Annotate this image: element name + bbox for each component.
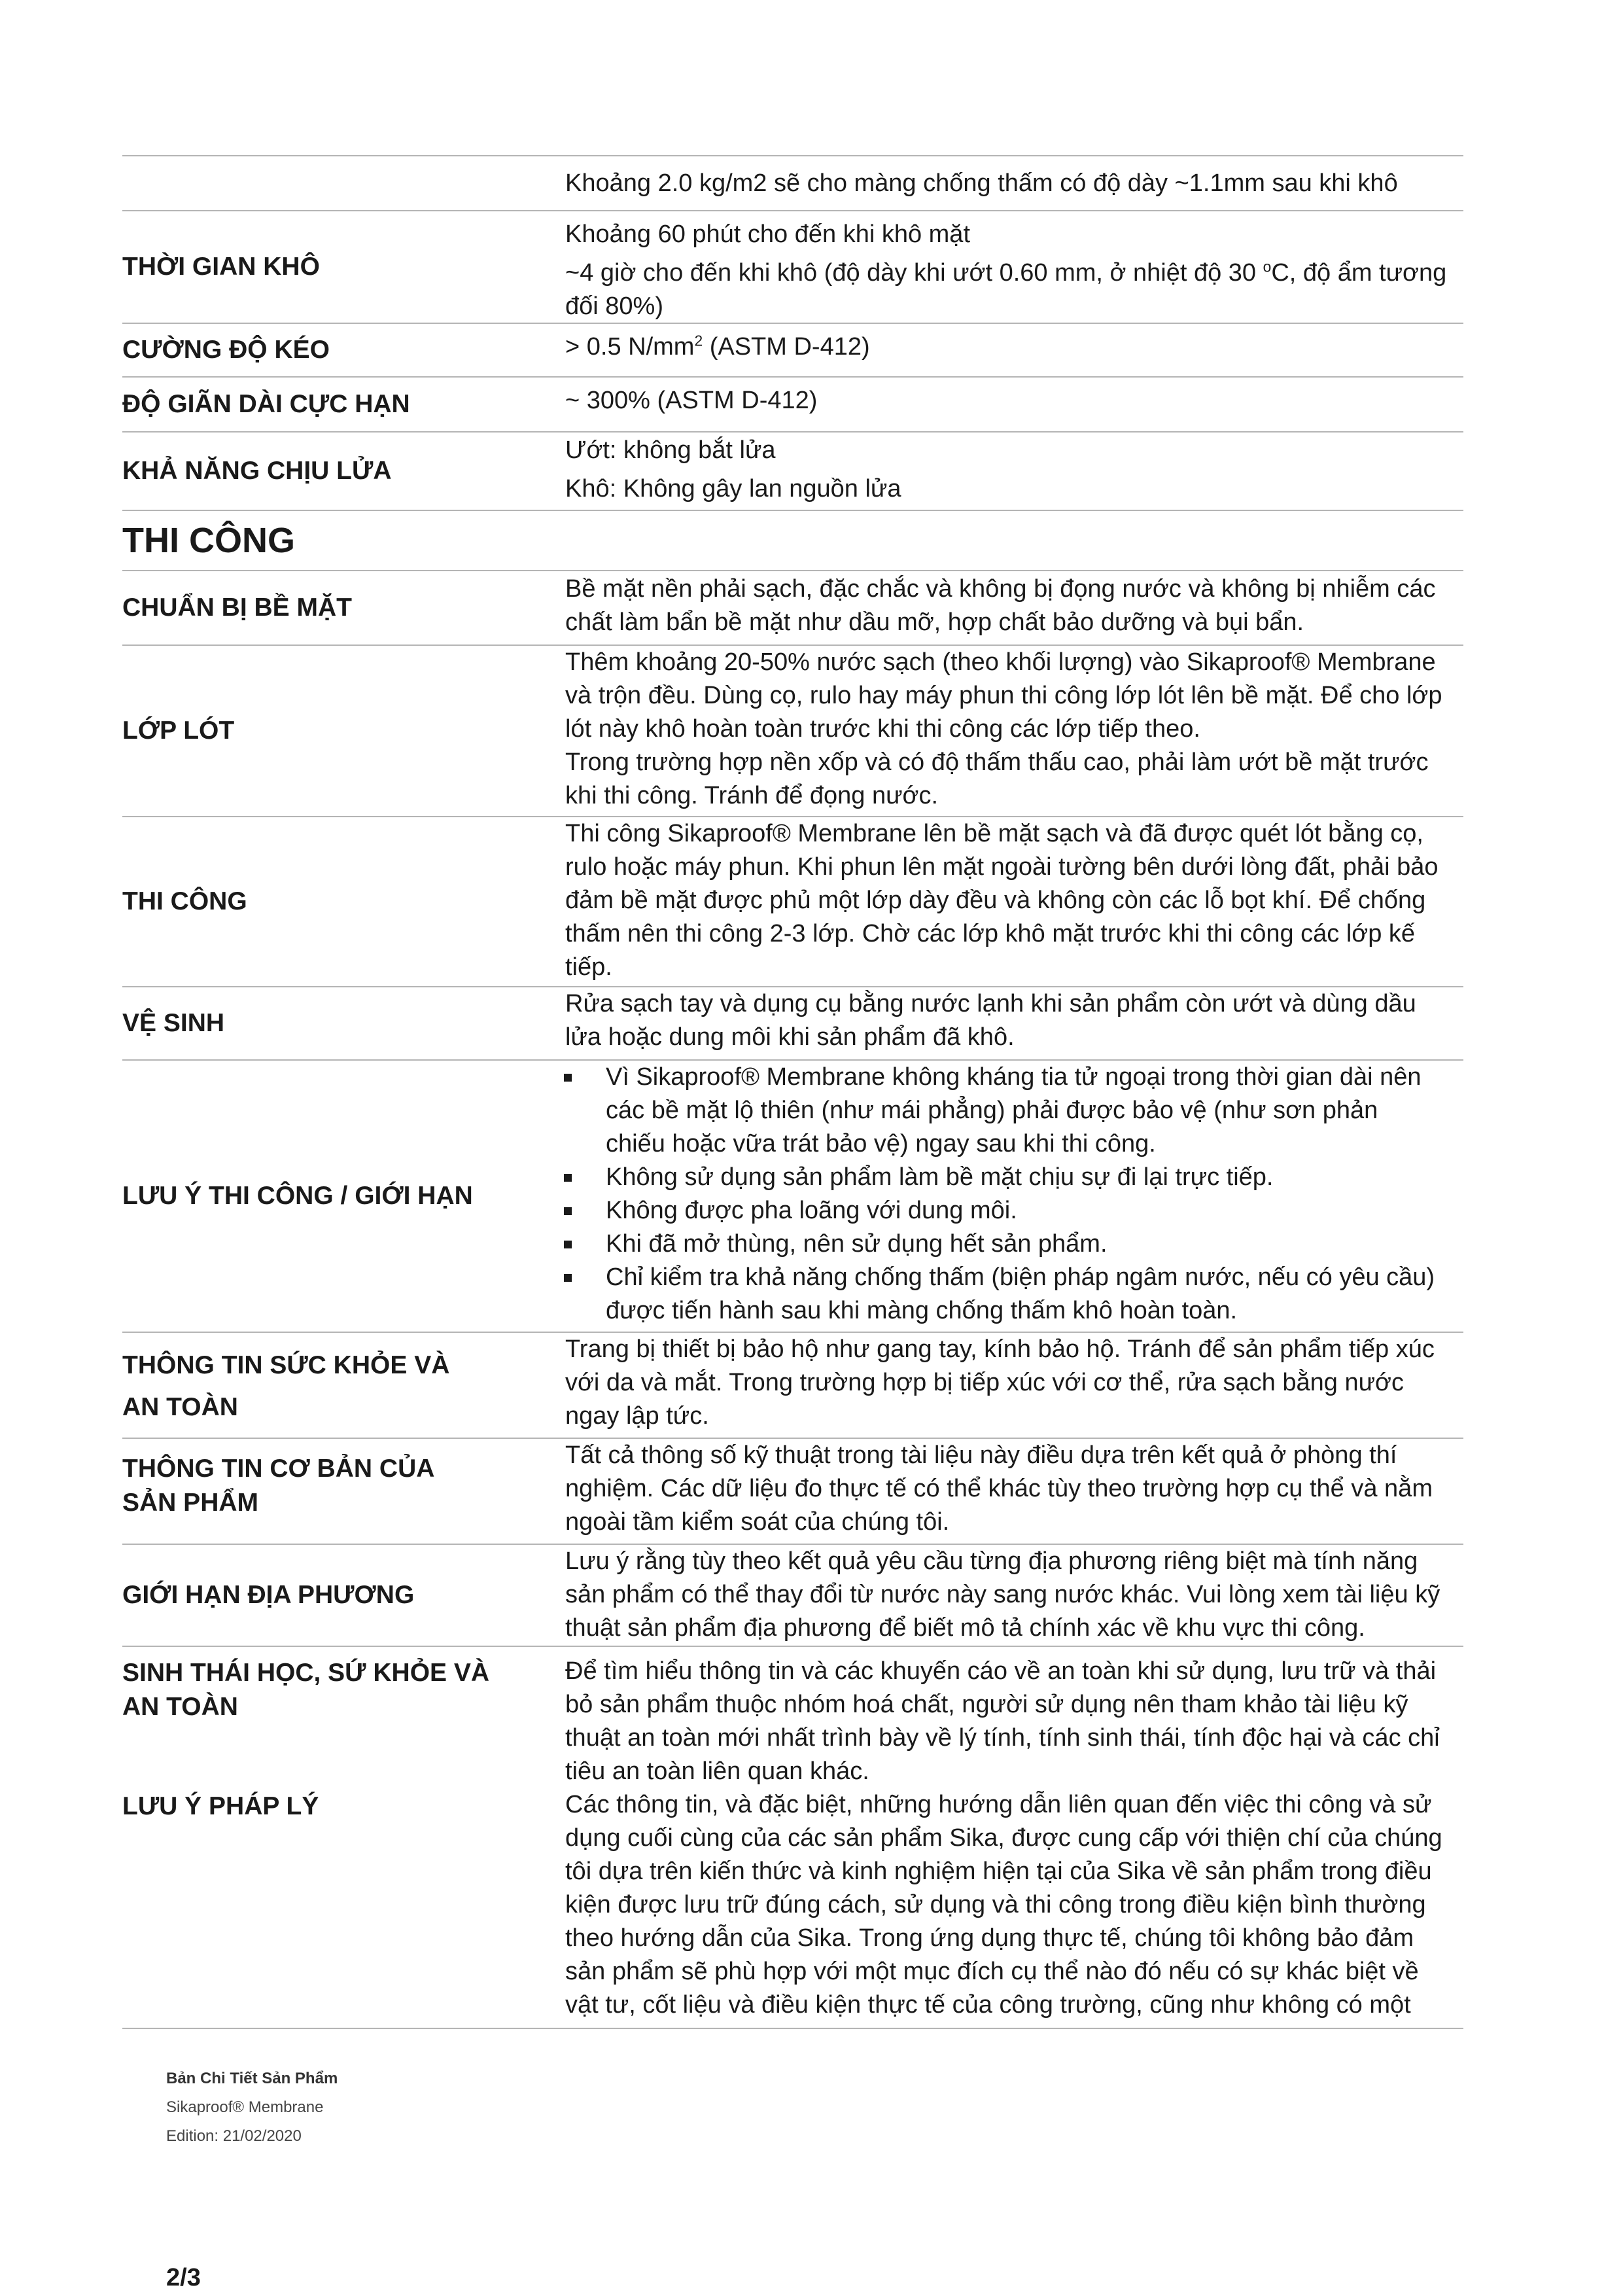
list-item: Khi đã mở thùng, nên sử dụng hết sản phẩm.	[559, 1227, 1442, 1261]
primer-value: Thêm khoảng 20-50% nước sạch (theo khối lượng) vào Sikaproof® Membrane và trộn đều. Dùng cọ, rulo hay máy phun thi công lớp lót lên bề mặt. Để cho lớp lót này khô hoàn toàn trước khi thi công các lớp tiếp theo. Trong trường hợp nền xốp và có độ thấm thấu cao, phải làm ướt bề mặt trước khi thi công. Tránh để đọng nước.	[565, 648, 1442, 809]
row-application	[122, 816, 1463, 986]
tensile-strength-label: CƯỜNG ĐỘ KÉO	[122, 336, 330, 364]
footer	[166, 2064, 338, 2151]
application-notes-value	[559, 1061, 1442, 1328]
list-item: Chỉ kiểm tra khả năng chống thấm (biện pháp ngâm nước, nếu có yêu cầu) được tiến hành sau khi màng chống thấm khô hoàn toàn.	[559, 1261, 1442, 1328]
local-restrictions-value: Lưu ý rằng tùy theo kết quả yêu cầu từng địa phương riêng biệt mà tính năng sản phẩm có thể thay đổi từ nước này sang nước khác. Vui lòng xem tài liệu kỹ thuật sản phẩm địa phương để biết mô tả chính xác về khu vực thi công.	[565, 1547, 1440, 1642]
row-surface-preparation	[122, 570, 1463, 645]
drying-time-value	[565, 218, 1448, 323]
basic-info-value: Tất cả thông số kỹ thuật trong tài liệu này điều dựa trên kết quả ở phòng thí nghiệm. Các dữ liệu đo thực tế có thể khác tùy theo trường hợp cụ thể và nằm ngoài tầm kiểm soát của chúng tôi.	[565, 1441, 1433, 1536]
coverage-value: Khoảng 2.0 kg/m2 sẽ cho màng chống thấm có độ dày ~1.1mm sau khi khô	[565, 169, 1398, 197]
elongation-label: ĐỘ GIÃN DÀI CỰC HẠN	[122, 390, 410, 418]
ecology-value: Để tìm hiểu thông tin và các khuyến cáo về an toàn khi sử dụng, lưu trữ và thải bỏ sản phẩm thuộc nhóm hoá chất, người sử dụng nên tham khảo tài liệu kỹ thuật an toàn mới nhất trình bày về lý tính, tính sinh thái, tính độc hại và các chỉ tiêu an toàn liên quan khác.	[565, 1657, 1440, 1785]
drying-line-2: ~4 giờ cho đến khi khô (độ dày khi ướt 0.60 mm, ở nhiệt độ 30 $^o$C, độ ẩm tương đối 80%)	[565, 258, 1447, 320]
notes-list	[559, 1061, 1442, 1328]
row-ecology	[122, 1646, 1463, 1784]
footer-doc-type: Bản Chi Tiết Sản Phẩm	[166, 2070, 338, 2087]
row-health-safety	[122, 1332, 1463, 1438]
local-restrictions-label: GIỚI HẠN ĐỊA PHƯƠNG	[122, 1581, 415, 1609]
elongation-value: ~ 300% (ASTM D-412)	[565, 387, 818, 414]
fire-resistance-label: KHẢ NĂNG CHỊU LỬA	[122, 457, 392, 485]
section-title: THI CÔNG	[122, 521, 295, 560]
row-elongation	[122, 376, 1463, 431]
row-local-restrictions	[122, 1544, 1463, 1646]
row-application-notes	[122, 1059, 1463, 1332]
row-primer	[122, 645, 1463, 816]
row-basic-info	[122, 1438, 1463, 1544]
legal-notes-label: LƯU Ý PHÁP LÝ	[122, 1792, 319, 1820]
application-value: Thi công Sikaproof® Membrane lên bề mặt sạch và đã được quét lót bằng cọ, rulo hoặc máy phun. Khi phun lên mặt ngoài tường bên dưới lòng đất, phải bảo đảm bề mặt được phủ một lớp dày đều và không còn các lỗ bọt khí. Để chống thấm nên thi công 2-3 lớp. Chờ các lớp khô mặt trước khi thi công các lớp kế tiếp.	[565, 820, 1439, 981]
health-safety-value: Trang bị thiết bị bảo hộ như gang tay, kính bảo hộ. Tránh để sản phẩm tiếp xúc với da và mắt. Trong trường hợp bị tiếp xúc với cơ thể, rửa sạch bằng nước ngay lập tức.	[565, 1335, 1435, 1430]
row-coverage	[122, 155, 1463, 210]
footer-product: Sikaproof® Membrane	[166, 2098, 324, 2116]
fire-resistance-value: Ướt: không bắt lửa Khô: Không gây lan nguồn lửa	[565, 436, 901, 503]
application-notes-label: LƯU Ý THI CÔNG / GIỚI HẠN	[122, 1182, 473, 1210]
surface-preparation-value: Bề mặt nền phải sạch, đặc chắc và không bị đọng nước và không bị nhiễm các chất làm bẩn bề mặt như dầu mỡ, hợp chất bảo dưỡng và bụi bẩn.	[565, 575, 1436, 636]
surface-preparation-label: CHUẨN BỊ BỀ MẶT	[122, 593, 352, 622]
list-item: Không sử dụng sản phẩm làm bề mặt chịu sự đi lại trực tiếp.	[559, 1161, 1442, 1194]
row-tensile-strength	[122, 323, 1463, 376]
cleaning-label: VỆ SINH	[122, 1009, 225, 1037]
row-drying-time	[122, 210, 1463, 323]
tensile-strength-value: > 0.5 $N/mm^2$ (ASTM D-412)	[565, 332, 870, 361]
cleaning-value: Rửa sạch tay và dụng cụ bằng nước lạnh khi sản phẩm còn ướt và dùng dầu lửa hoặc dung môi khi sản phẩm đã khô.	[565, 990, 1416, 1051]
legal-notes-value: Các thông tin, và đặc biệt, những hướng dẫn liên quan đến việc thi công và sử dụng cuối cùng của các sản phẩm Sika, được cung cấp với thiện chí của chúng tôi dựa trên kiến thức và kinh nghiệm hiện tại của Sika về sản phẩm trong điều kiện được lưu trữ đúng cách, sử dụng và thi công trong điều kiện bình thường theo hướng dẫn của Sika. Trong ứng dụng thực tế, chúng tôi không bảo đảm sản phẩm sẽ phù hợp với một mục đích cụ thể nào đó nếu có sự khác biệt về vật tư, cốt liệu và điều kiện thực tế của công trường, cũng như không có một	[565, 1791, 1442, 2019]
row-fire-resistance	[122, 431, 1463, 510]
list-item: Không được pha loãng với dung môi.	[559, 1194, 1442, 1227]
ecology-label: SINH THÁI HỌC, SỨ KHỎE VÀ AN TOÀN	[122, 1659, 490, 1721]
drying-time-label: THỜI GIAN KHÔ	[122, 253, 320, 281]
application-label: THI CÔNG	[122, 887, 247, 915]
health-safety-label: THÔNG TIN SỨC KHỎE VÀ AN TOÀN	[122, 1351, 450, 1421]
primer-label: LỚP LÓT	[122, 716, 235, 745]
footer-edition: Edition: 21/02/2020	[166, 2127, 302, 2145]
list-item: Vì Sikaproof® Membrane không kháng tia tử ngoại trong thời gian dài nên các bề mặt lộ thiên (như mái phẳng) phải được bảo vệ (như sơn phản chiếu hoặc vữa trát bảo vệ) ngay sau khi thi công.	[559, 1061, 1442, 1161]
section-application	[122, 510, 1463, 570]
drying-line-1: Khoảng 60 phút cho đến khi khô mặt	[565, 221, 971, 248]
page-number: 2/3	[166, 2264, 201, 2291]
row-cleaning	[122, 986, 1463, 1059]
row-legal-notes	[122, 1784, 1463, 2029]
basic-info-label: THÔNG TIN CƠ BẢN CỦA SẢN PHẨM	[122, 1455, 434, 1517]
